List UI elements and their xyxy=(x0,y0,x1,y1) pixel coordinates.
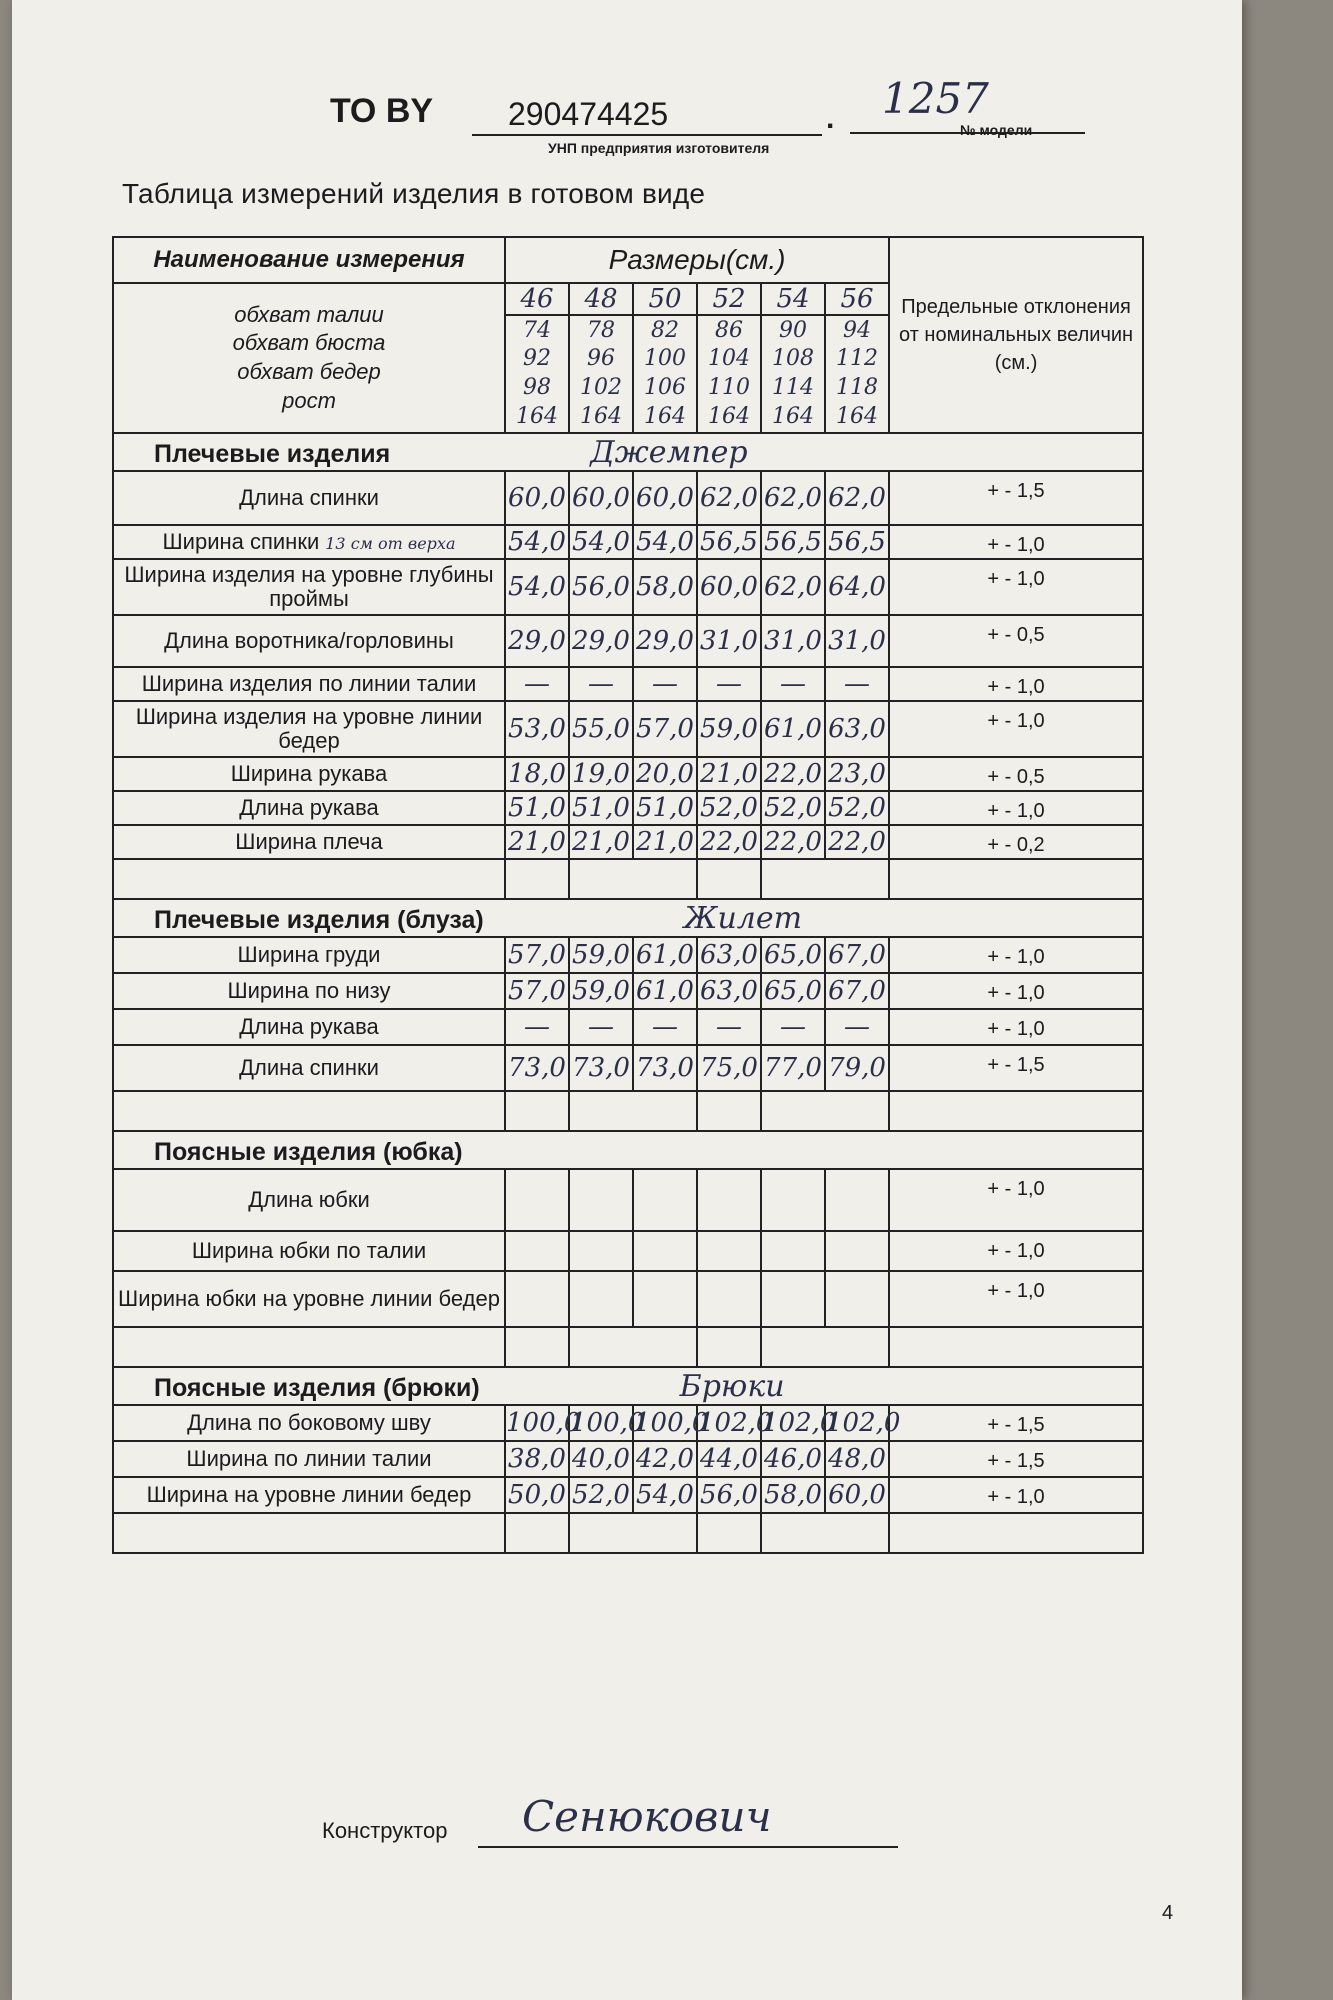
measurement-value: 55,0 xyxy=(569,701,633,757)
measurement-row xyxy=(113,825,1143,859)
column-header-name: Наименование измерения xyxy=(113,237,505,283)
measurement-value: 54,0 xyxy=(633,525,697,559)
tolerance-value: + - 1,5 xyxy=(889,1045,1143,1091)
section-title-cell xyxy=(113,899,1143,937)
measurement-value: 51,0 xyxy=(569,791,633,825)
measurement-name: Ширина по низу xyxy=(227,977,391,1003)
measurement-value: 40,0 xyxy=(569,1441,633,1477)
measurement-value: — xyxy=(633,667,697,701)
measurement-value xyxy=(633,1271,697,1327)
measurement-name-cell xyxy=(113,559,505,615)
measurement-name: Ширина юбки по талии xyxy=(191,1237,427,1263)
body-measure-value: 98 xyxy=(523,375,551,400)
body-measure-value: 100 xyxy=(644,346,686,372)
measurement-value: 52,0 xyxy=(825,791,889,825)
document-title: Таблица измерений изделия в готовом виде xyxy=(122,178,706,209)
tolerance-value: + - 1,0 xyxy=(889,559,1143,615)
measurement-value: 31,0 xyxy=(761,615,825,667)
measurement-table xyxy=(112,236,1144,1554)
section-header-row xyxy=(113,1367,1143,1405)
measurement-name-cell xyxy=(113,525,505,559)
unp-number: 290474425 xyxy=(508,96,669,132)
tolerance-value: + - 1,5 xyxy=(889,1441,1143,1477)
measurement-value: 54,0 xyxy=(633,1477,697,1513)
section-header-row xyxy=(113,433,1143,471)
body-measure-values xyxy=(569,315,633,433)
measurement-value: 102,0 xyxy=(761,1405,825,1441)
body-measure-value: 90 xyxy=(779,317,807,343)
measurement-name: Длина спинки xyxy=(239,484,379,510)
measurement-value: 62,0 xyxy=(761,471,825,525)
measurement-value: 60,0 xyxy=(697,559,761,615)
body-measure-value: 102 xyxy=(580,375,622,400)
measurement-value: 54,0 xyxy=(569,525,633,559)
measurement-value: 73,0 xyxy=(569,1045,633,1091)
measurement-value: 22,0 xyxy=(825,825,889,859)
signature-line xyxy=(478,1846,898,1848)
blank-cell xyxy=(889,1513,1143,1553)
measurement-value xyxy=(569,1169,633,1231)
body-measure-value: 108 xyxy=(772,346,814,372)
body-measure-values xyxy=(825,315,889,433)
page-number: 4 xyxy=(1162,1902,1174,1924)
measurement-value xyxy=(505,1169,569,1231)
measurement-name-cell xyxy=(113,1477,505,1513)
measurement-value: 75,0 xyxy=(697,1045,761,1091)
measurement-value: 42,0 xyxy=(633,1441,697,1477)
blank-cell xyxy=(569,1327,697,1367)
measurement-name: Длина юбки xyxy=(248,1186,370,1212)
measurement-value xyxy=(697,1231,761,1271)
measurement-value: 62,0 xyxy=(761,559,825,615)
body-measure-value: 94 xyxy=(843,317,872,343)
measurement-name-cell xyxy=(113,825,505,859)
blank-cell xyxy=(569,1091,697,1131)
measurement-value: 60,0 xyxy=(505,471,569,525)
blank-cell xyxy=(113,1091,505,1131)
measurement-value: 29,0 xyxy=(633,615,697,667)
measurement-value xyxy=(825,1231,889,1271)
measurement-value: 60,0 xyxy=(633,471,697,525)
measurement-row xyxy=(113,525,1143,559)
blank-cell xyxy=(505,859,569,899)
measurement-row xyxy=(113,615,1143,667)
body-measure-value: 74 xyxy=(523,317,551,343)
section-title-cell xyxy=(113,433,1143,471)
section-note: Брюки xyxy=(679,1368,785,1404)
blank-row xyxy=(113,1513,1143,1553)
measurement-row xyxy=(113,1477,1143,1513)
measurement-value: — xyxy=(505,1009,569,1045)
measurement-name-cell xyxy=(113,1169,505,1231)
tolerance-value: + - 1,5 xyxy=(889,1405,1143,1441)
measurement-value: 20,0 xyxy=(633,757,697,791)
measurement-value: — xyxy=(761,667,825,701)
blank-cell xyxy=(113,859,505,899)
model-number: 1257 xyxy=(882,74,989,123)
measurement-row xyxy=(113,667,1143,701)
measurement-value: — xyxy=(825,1009,889,1045)
section-title: Плечевые изделия xyxy=(154,439,391,468)
measurement-value xyxy=(569,1231,633,1271)
measurement-value: 60,0 xyxy=(569,471,633,525)
table-header-row xyxy=(113,237,1143,283)
measurement-value xyxy=(505,1271,569,1327)
measurement-value: 51,0 xyxy=(633,791,697,825)
body-measure-name: обхват бюста xyxy=(232,330,386,356)
measurement-name-cell xyxy=(113,1441,505,1477)
measurement-value: 56,5 xyxy=(761,525,825,559)
measurement-name-cell xyxy=(113,1009,505,1045)
measurement-value: 58,0 xyxy=(761,1477,825,1513)
measurement-value: 64,0 xyxy=(825,559,889,615)
measurement-name-cell xyxy=(113,615,505,667)
measurement-value: — xyxy=(569,1009,633,1045)
measurement-name: Длина рукава xyxy=(239,794,379,820)
column-header-sizes: Размеры(см.) xyxy=(505,237,889,283)
section-note: Жилет xyxy=(683,900,803,936)
size-number: 50 xyxy=(633,283,697,315)
blank-row xyxy=(113,1327,1143,1367)
section-title: Поясные изделия (юбка) xyxy=(154,1137,463,1166)
measurement-value: 50,0 xyxy=(505,1477,569,1513)
measurement-value: 67,0 xyxy=(825,973,889,1009)
signature-block xyxy=(322,1792,922,1870)
blank-cell xyxy=(113,1327,505,1367)
section-header-row xyxy=(113,1131,1143,1169)
size-number: 56 xyxy=(825,283,889,315)
body-measure-value: 112 xyxy=(836,346,879,372)
measurement-name-cell xyxy=(113,791,505,825)
blank-cell xyxy=(697,859,761,899)
measurement-name-cell xyxy=(113,471,505,525)
column-header-tolerance: Предельные отклонения от номинальных величин (см.) xyxy=(889,237,1143,433)
blank-cell xyxy=(505,1327,569,1367)
measurement-value: 22,0 xyxy=(761,757,825,791)
measurement-value: 61,0 xyxy=(761,701,825,757)
measurement-row xyxy=(113,471,1143,525)
measurement-value: 59,0 xyxy=(569,973,633,1009)
measurement-row xyxy=(113,1169,1143,1231)
blank-cell xyxy=(761,1091,889,1131)
measurement-value xyxy=(697,1271,761,1327)
size-number: 48 xyxy=(569,283,633,315)
measurement-value: 67,0 xyxy=(825,937,889,973)
measurement-name: Ширина по линии талии xyxy=(186,1445,432,1471)
blank-cell xyxy=(569,859,697,899)
body-measure-values xyxy=(633,315,697,433)
body-measure-value: 164 xyxy=(580,403,622,429)
measurement-value: 52,0 xyxy=(761,791,825,825)
measurement-value: 65,0 xyxy=(761,973,825,1009)
measurement-value: 60,0 xyxy=(825,1477,889,1513)
body-measure-value: 78 xyxy=(587,317,615,343)
blank-cell xyxy=(889,1327,1143,1367)
measurement-value: 58,0 xyxy=(633,559,697,615)
measurement-value: 51,0 xyxy=(505,791,569,825)
measurement-value: 29,0 xyxy=(505,615,569,667)
body-measure-value: 164 xyxy=(708,403,750,429)
measurement-value: — xyxy=(697,1009,761,1045)
measurement-row xyxy=(113,791,1143,825)
measurement-row xyxy=(113,1271,1143,1327)
measurement-value: 65,0 xyxy=(761,937,825,973)
blank-cell xyxy=(697,1513,761,1553)
tolerance-value: + - 1,0 xyxy=(889,791,1143,825)
to-by-label: ТО BY xyxy=(330,92,434,130)
measurement-name: Длина воротника/горловины xyxy=(164,627,454,653)
blank-cell xyxy=(505,1091,569,1131)
measurement-name: Ширина спинки xyxy=(162,528,320,554)
body-measure-value: 164 xyxy=(772,403,814,429)
measurement-name: Длина спинки xyxy=(239,1054,379,1080)
blank-cell xyxy=(889,1091,1143,1131)
blank-cell xyxy=(761,1327,889,1367)
section-note: Джемпер xyxy=(590,434,748,470)
signature-name: Сенюкович xyxy=(522,1792,772,1841)
body-measure-name: рост xyxy=(282,387,336,413)
measurement-name: Ширина юбки на уровне линии бедер xyxy=(118,1285,500,1311)
tolerance-value: + - 1,0 xyxy=(889,1231,1143,1271)
section-header-row xyxy=(113,899,1143,937)
measurement-value xyxy=(697,1169,761,1231)
document-sheet xyxy=(12,0,1242,2000)
measurement-value: 21,0 xyxy=(697,757,761,791)
measurement-value: 19,0 xyxy=(569,757,633,791)
measurement-value xyxy=(761,1231,825,1271)
measurement-value: 102,0 xyxy=(697,1405,761,1441)
measurement-value: — xyxy=(825,667,889,701)
measurement-value: 56,0 xyxy=(569,559,633,615)
measurement-value: 44,0 xyxy=(697,1441,761,1477)
measurement-value: 57,0 xyxy=(505,973,569,1009)
tolerance-value: + - 1,0 xyxy=(889,1009,1143,1045)
body-measure-value: 164 xyxy=(836,403,879,429)
measurement-value: 23,0 xyxy=(825,757,889,791)
measurement-name-cell xyxy=(113,701,505,757)
measurement-value: 56,5 xyxy=(697,525,761,559)
measurement-name: Длина по боковому шву xyxy=(187,1409,431,1435)
body-measure-value: 164 xyxy=(644,403,686,429)
body-measure-value: 114 xyxy=(772,375,814,400)
measurement-row xyxy=(113,701,1143,757)
body-measure-value: 86 xyxy=(715,317,743,343)
body-measure-values xyxy=(697,315,761,433)
measurement-value: 52,0 xyxy=(697,791,761,825)
body-measure-value: 118 xyxy=(836,375,879,400)
measurement-value: 77,0 xyxy=(761,1045,825,1091)
measurement-row xyxy=(113,1441,1143,1477)
measurement-name: Ширина груди xyxy=(237,941,381,967)
unp-underline xyxy=(472,134,822,136)
body-measure-name: обхват талии xyxy=(234,301,384,327)
measurement-value: 46,0 xyxy=(761,1441,825,1477)
measurement-value: — xyxy=(697,667,761,701)
measurement-value: 62,0 xyxy=(825,471,889,525)
measurement-value: — xyxy=(761,1009,825,1045)
size-number: 54 xyxy=(761,283,825,315)
measurement-value: 56,5 xyxy=(825,525,889,559)
body-measure-values xyxy=(505,315,569,433)
measurement-name-cell xyxy=(113,973,505,1009)
body-measure-value: 110 xyxy=(708,375,750,400)
measurement-value: 53,0 xyxy=(505,701,569,757)
measurement-value: 59,0 xyxy=(697,701,761,757)
measurement-value: 59,0 xyxy=(569,937,633,973)
section-title-cell xyxy=(113,1367,1143,1405)
blank-cell xyxy=(697,1091,761,1131)
header-dot: . xyxy=(826,102,835,135)
body-measure-value: 104 xyxy=(708,346,750,372)
measurement-name: Ширина плеча xyxy=(235,828,383,854)
measurement-row xyxy=(113,973,1143,1009)
body-measure-names xyxy=(113,283,505,433)
body-measure-value: 92 xyxy=(523,346,551,372)
signature-label: Конструктор xyxy=(322,1818,448,1843)
measurement-note: 13 см от верха xyxy=(325,533,456,553)
measurement-name-cell xyxy=(113,757,505,791)
measurement-value xyxy=(825,1169,889,1231)
measurement-value: 21,0 xyxy=(633,825,697,859)
measurement-value: 100,0 xyxy=(633,1405,697,1441)
measurement-row xyxy=(113,757,1143,791)
measurement-name: Ширина изделия на уровне глубины проймы xyxy=(124,561,494,611)
body-measure-value: 106 xyxy=(644,375,686,400)
document-header xyxy=(330,74,1090,162)
measurement-name: Длина рукава xyxy=(239,1013,379,1039)
tolerance-value: + - 1,0 xyxy=(889,1169,1143,1231)
blank-cell xyxy=(505,1513,569,1553)
tolerance-value: + - 1,0 xyxy=(889,1271,1143,1327)
measurement-name-cell xyxy=(113,1405,505,1441)
model-caption: № модели xyxy=(960,122,1033,138)
blank-row xyxy=(113,1091,1143,1131)
measurement-value: 22,0 xyxy=(697,825,761,859)
measurement-value xyxy=(505,1231,569,1271)
measurement-name: Ширина рукава xyxy=(230,760,388,786)
measurement-value: 21,0 xyxy=(569,825,633,859)
measurement-value: 31,0 xyxy=(697,615,761,667)
size-number: 52 xyxy=(697,283,761,315)
tolerance-value: + - 1,5 xyxy=(889,471,1143,525)
blank-cell xyxy=(761,1513,889,1553)
measurement-value: 48,0 xyxy=(825,1441,889,1477)
section-title: Поясные изделия (брюки) xyxy=(154,1373,480,1402)
measurement-value: 73,0 xyxy=(505,1045,569,1091)
measurement-value: 29,0 xyxy=(569,615,633,667)
measurement-value: 100,0 xyxy=(569,1405,633,1441)
measurement-name-cell xyxy=(113,937,505,973)
tolerance-value: + - 0,5 xyxy=(889,757,1143,791)
measurement-value: 73,0 xyxy=(633,1045,697,1091)
tolerance-value: + - 1,0 xyxy=(889,937,1143,973)
body-measure-values xyxy=(761,315,825,433)
measurement-value: 57,0 xyxy=(505,937,569,973)
measurement-value xyxy=(761,1169,825,1231)
measurement-value xyxy=(633,1231,697,1271)
body-measure-value: 164 xyxy=(516,403,558,429)
measurement-value: 38,0 xyxy=(505,1441,569,1477)
measurement-value xyxy=(761,1271,825,1327)
measurement-value: 31,0 xyxy=(825,615,889,667)
measurement-value: 61,0 xyxy=(633,973,697,1009)
measurement-row xyxy=(113,1405,1143,1441)
measurement-row xyxy=(113,937,1143,973)
measurement-value: 100,0 xyxy=(505,1405,569,1441)
measurement-value: 22,0 xyxy=(761,825,825,859)
measurement-value: 63,0 xyxy=(697,973,761,1009)
size-number: 46 xyxy=(505,283,569,315)
blank-row xyxy=(113,859,1143,899)
measurement-value: 63,0 xyxy=(825,701,889,757)
measurement-name: Ширина изделия по линии талии xyxy=(141,670,477,696)
tolerance-value: + - 1,0 xyxy=(889,667,1143,701)
section-title: Плечевые изделия (блуза) xyxy=(154,905,484,934)
body-measure-value: 82 xyxy=(651,317,679,343)
tolerance-value: + - 1,0 xyxy=(889,1477,1143,1513)
measurement-name-cell xyxy=(113,1271,505,1327)
measurement-row xyxy=(113,1009,1143,1045)
blank-cell xyxy=(569,1513,697,1553)
body-measure-name: обхват бедер xyxy=(237,359,381,384)
measurement-value: 56,0 xyxy=(697,1477,761,1513)
blank-cell xyxy=(113,1513,505,1553)
measurement-value: — xyxy=(569,667,633,701)
measurement-value: 21,0 xyxy=(505,825,569,859)
tolerance-value: + - 1,0 xyxy=(889,701,1143,757)
measurement-value: 18,0 xyxy=(505,757,569,791)
measurement-value: — xyxy=(633,1009,697,1045)
blank-cell xyxy=(697,1327,761,1367)
section-title-cell xyxy=(113,1131,1143,1169)
measurement-name-cell xyxy=(113,1045,505,1091)
body-measure-value: 96 xyxy=(587,346,615,372)
blank-cell xyxy=(889,859,1143,899)
tolerance-value: + - 1,0 xyxy=(889,973,1143,1009)
measurement-value: 61,0 xyxy=(633,937,697,973)
measurement-value: 54,0 xyxy=(505,559,569,615)
tolerance-value: + - 0,5 xyxy=(889,615,1143,667)
measurement-name-cell xyxy=(113,667,505,701)
measurement-row xyxy=(113,559,1143,615)
measurement-row xyxy=(113,1045,1143,1091)
measurement-value xyxy=(569,1271,633,1327)
measurement-name-cell xyxy=(113,1231,505,1271)
unp-caption: УНП предприятия изготовителя xyxy=(548,140,770,156)
measurement-row xyxy=(113,1231,1143,1271)
measurement-value: 52,0 xyxy=(569,1477,633,1513)
tolerance-value: + - 0,2 xyxy=(889,825,1143,859)
measurement-value: 79,0 xyxy=(825,1045,889,1091)
measurement-value: 57,0 xyxy=(633,701,697,757)
measurement-value xyxy=(825,1271,889,1327)
measurement-name: Ширина на уровне линии бедер xyxy=(146,1481,472,1507)
measurement-value: 62,0 xyxy=(697,471,761,525)
blank-cell xyxy=(761,859,889,899)
tolerance-value: + - 1,0 xyxy=(889,525,1143,559)
measurement-name: Ширина изделия на уровне линии бедер xyxy=(135,703,483,753)
measurement-value xyxy=(633,1169,697,1231)
measurement-value: 63,0 xyxy=(697,937,761,973)
measurement-value: 102,0 xyxy=(825,1405,889,1441)
measurement-value: 54,0 xyxy=(505,525,569,559)
measurement-value: — xyxy=(505,667,569,701)
